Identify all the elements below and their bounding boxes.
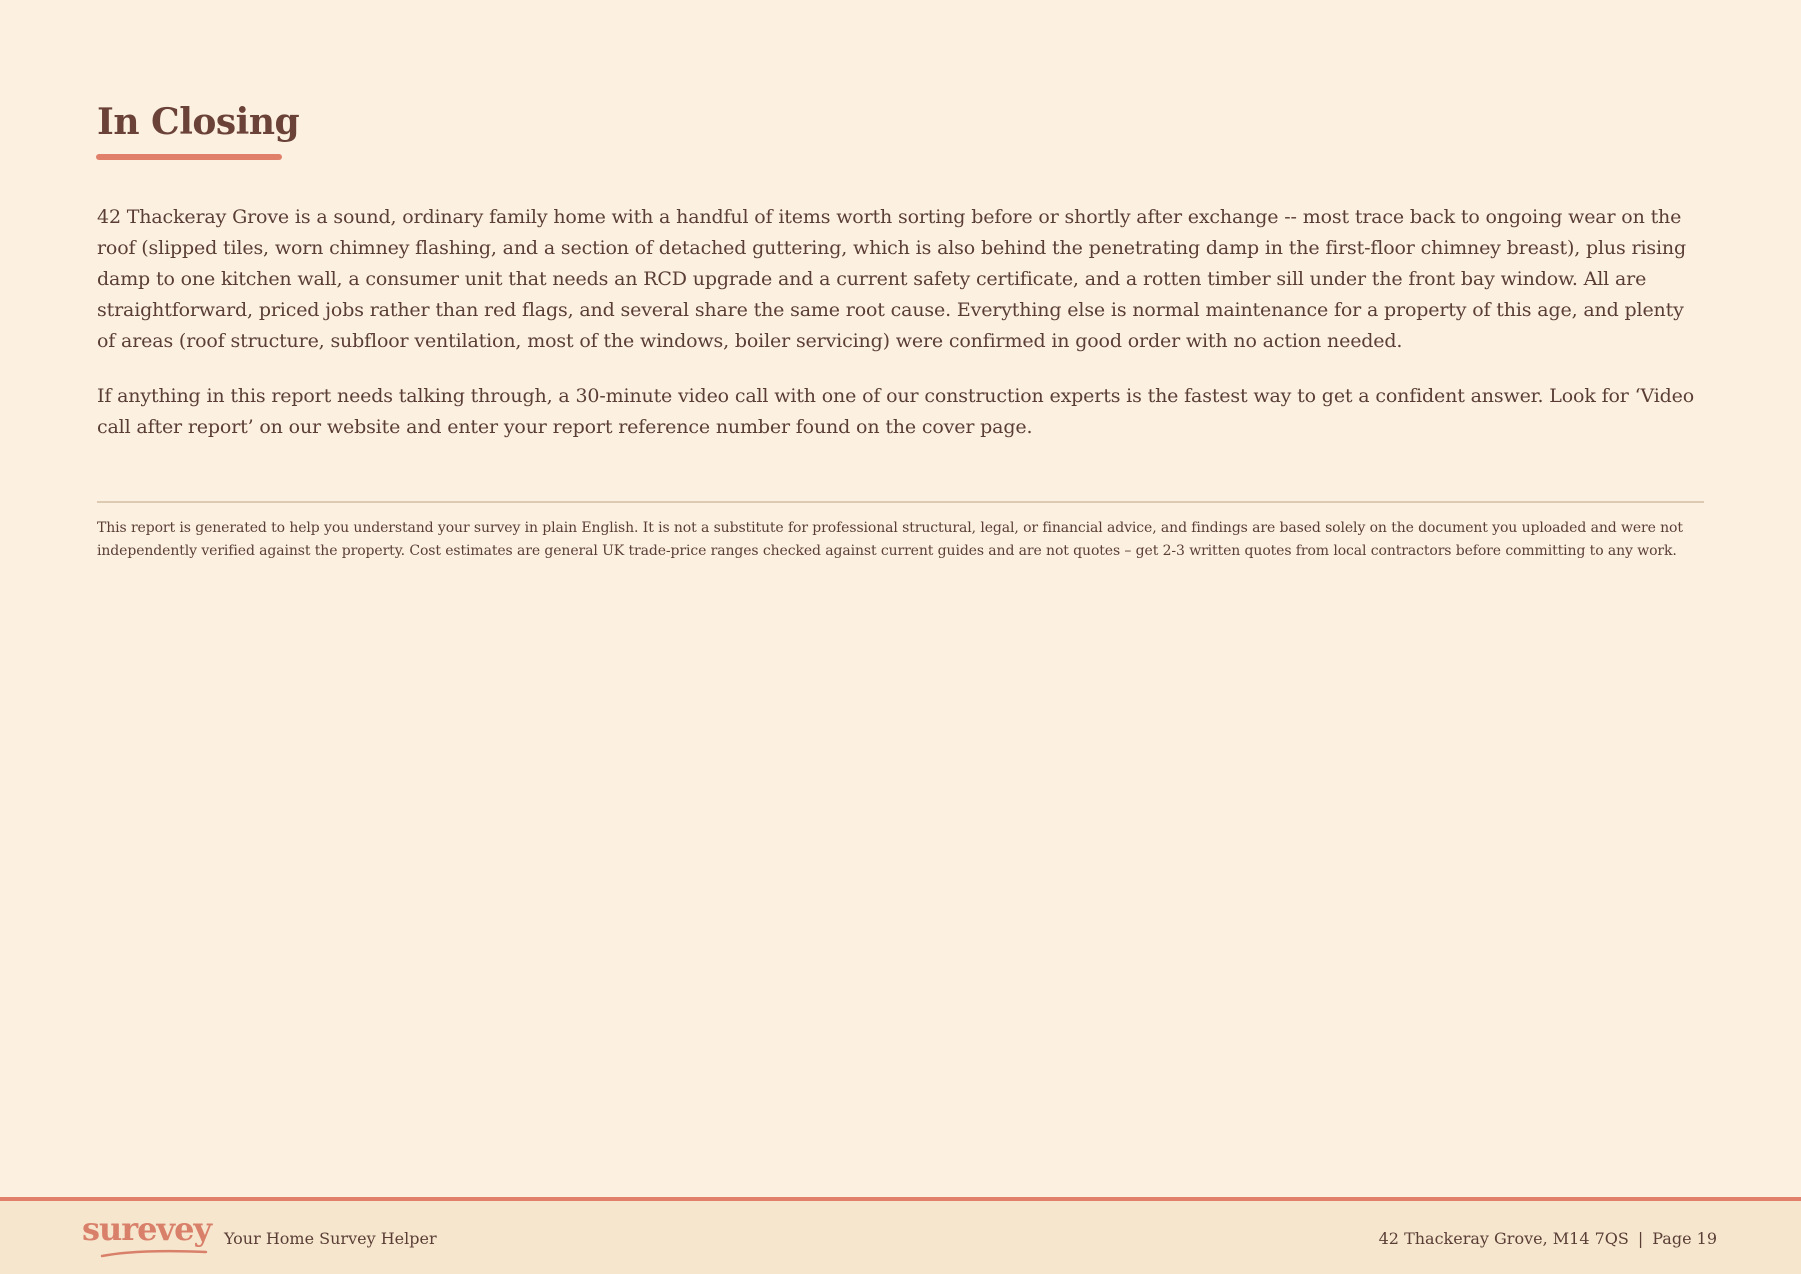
brand-logo	[82, 1211, 212, 1257]
footer-address: 42 Thackeray Grove, M14 7QS	[1378, 1229, 1629, 1248]
divider	[97, 501, 1704, 503]
logo-swoosh-icon	[100, 1247, 210, 1259]
title-underline	[96, 154, 282, 160]
closing-paragraph-2: If anything in this report needs talking through, a 30-minute video call with one of our construction experts is the fastest way to get a confident answer. Look for ‘Video call after report’ on our website and enter your report reference number found on the cover page.	[97, 385, 1695, 438]
content-area	[97, 96, 1704, 576]
footer-separator: |	[1637, 1229, 1644, 1248]
page-title: In Closing	[97, 101, 300, 143]
page-footer	[0, 1197, 1801, 1274]
closing-paragraph-1: 42 Thackeray Grove is a sound, ordinary family home with a handful of items worth sorting before or shortly after exchange -- most trace back to ongoing wear on the roof (slipped tiles, worn chimney flashing, and a section of detached guttering, which is also behind the penetrating damp in the first-floor chimney breast), plus rising damp to one kitchen wall, a consumer unit that needs an RCD upgrade and a current safety certificate, and a rotten timber sill under the front bay window. All are straightforward, priced jobs rather than red flags, and several share the same root cause. Everything else is normal maintenance for a property of this age, and plenty of areas (roof structure, subfloor ventilation, most of the windows, boiler servicing) were confirmed in good order with no action needed.	[97, 206, 1686, 352]
footer-tagline: Your Home Survey Helper	[224, 1229, 437, 1248]
footer-page-info	[1379, 1229, 1717, 1249]
section-heading	[97, 96, 299, 160]
disclaimer-text: This report is generated to help you understand your survey in plain English. It is not a substitute for professional structural, legal, or financial advice, and findings are based solely on the document you uploaded and were not independently verified against the property. Cost estimates are general UK trade-price ranges checked against current guides and are not quotes – get 2-3 written quotes from local contractors before committing to any work.	[97, 520, 1683, 559]
brand-logo-text: surevey	[82, 1210, 212, 1248]
page-number: Page 19	[1652, 1229, 1717, 1248]
